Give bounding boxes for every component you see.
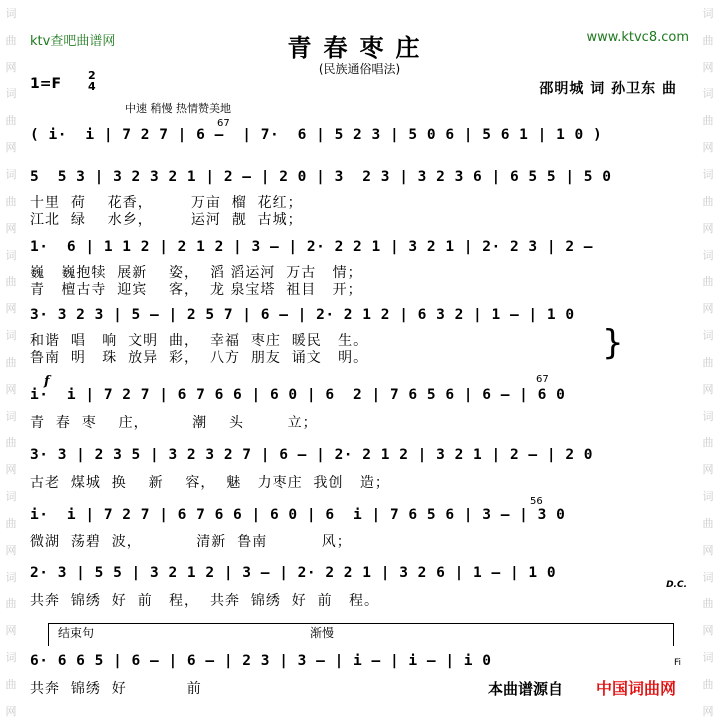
score-line-4: 3· 3 2 3 | 5 — | 2 5 7 | 6 — | 2· 2 1 2 | 6 3 2 | 1 — | 1 0 [30, 307, 575, 323]
site-url-right[interactable]: www.ktvc8.com [586, 30, 689, 45]
lyric-line-5: 青 春 枣 庄， 潮 头 立； [30, 415, 318, 431]
watermark-char: 网 [5, 704, 17, 718]
watermark-char: 词 [702, 490, 714, 504]
song-subtitle: (民族通俗唱法) [318, 62, 401, 76]
watermark-char: 词 [702, 87, 714, 101]
watermark-char: 曲 [5, 355, 17, 369]
ritardando-label: 渐慢 [310, 626, 335, 640]
dynamic-mark: f [44, 374, 50, 389]
watermark-char: 网 [702, 543, 714, 557]
watermark-char: 网 [702, 704, 714, 718]
ending-label: 结束句 [58, 626, 95, 640]
source-site-link[interactable]: 中国词曲网 [596, 679, 677, 698]
verse-brace: } [602, 323, 624, 363]
watermark-char: 词 [5, 6, 17, 20]
grace-note-3: 56 [530, 496, 543, 507]
score-line-6: 3· 3 | 2 3 5 | 3 2 3 2 7 | 6 — | 2· 2 1 2 | 3 2 1 | 2 — | 2 0 [30, 447, 594, 463]
watermark-right [699, 0, 717, 725]
authors: 邵明城 词 孙卫东 曲 [539, 81, 677, 97]
watermark-char: 曲 [5, 597, 17, 611]
watermark-char: 网 [5, 302, 17, 316]
watermark-char: 网 [5, 543, 17, 557]
lyric-line-7: 微湖 荡碧 波， 清新 鲁南 风； [30, 534, 352, 550]
watermark-char: 网 [702, 221, 714, 235]
lyric-line-4b: 鲁南 明 珠 放异 彩， 八方 朋友 诵文 明。 [30, 350, 369, 366]
watermark-char: 曲 [5, 516, 17, 530]
watermark-char: 网 [702, 302, 714, 316]
watermark-char: 曲 [5, 275, 17, 289]
score-line-2: 5 5 3 | 3 2 3 2 1 | 2 — | 2 0 | 3 2 3 | 3 2 3 6 | 6 5 5 | 5 0 [30, 169, 612, 185]
watermark-char: 词 [702, 329, 714, 343]
lyric-line-3b: 青 檀古寺 迎宾 客， 龙 泉宝塔 祖目 开； [30, 282, 363, 298]
watermark-char: 曲 [5, 114, 17, 128]
watermark-char: 词 [702, 409, 714, 423]
lyric-line-2b: 江北 绿 水乡， 运河 靓 古城； [30, 212, 303, 228]
watermark-char: 曲 [702, 194, 714, 208]
watermark-char: 词 [5, 87, 17, 101]
watermark-char: 词 [5, 167, 17, 181]
lyric-line-2a: 十里 荷 花香， 万亩 榴 花红； [30, 195, 303, 211]
watermark-char: 曲 [702, 114, 714, 128]
watermark-char: 词 [5, 490, 17, 504]
cut-off-label: Fi [673, 658, 681, 668]
watermark-char: 词 [702, 6, 714, 20]
lyric-line-8: 共奔 锦绣 好 前 程， 共奔 锦绣 好 前 程。 [30, 593, 380, 609]
lyric-line-3a: 巍 巍抱犊 展新 姿， 滔 滔运河 万古 情； [30, 265, 363, 281]
lyric-line-4a: 和谐 唱 响 文明 曲， 幸福 枣庄 暖民 生。 [30, 333, 369, 349]
lyric-line-9: 共奔 锦绣 好 前 [30, 681, 202, 697]
score-line-8: 2· 3 | 5 5 | 3 2 1 2 | 3 — | 2· 2 2 1 | 3 2 6 | 1 — | 1 0 [30, 565, 557, 581]
watermark-char: 曲 [5, 194, 17, 208]
score-line-3: 1· 6 | 1 1 2 | 2 1 2 | 3 — | 2· 2 2 1 | 3 2 1 | 2· 2 3 | 2 — [30, 239, 594, 255]
watermark-char: 曲 [702, 597, 714, 611]
watermark-char: 网 [5, 382, 17, 396]
grace-note: 67 [217, 118, 230, 129]
watermark-char: 网 [702, 624, 714, 638]
watermark-char: 曲 [5, 678, 17, 692]
watermark-char: 曲 [702, 436, 714, 450]
score-line-5: i· i | 7 2 7 | 6 7 6 6 | 6 0 | 6 2 | 7 6 5 6 | 6 — | 6 0 [30, 387, 566, 403]
watermark-char: 网 [5, 463, 17, 477]
watermark-char: 曲 [702, 516, 714, 530]
ending-bracket [48, 623, 674, 646]
watermark-char: 曲 [5, 33, 17, 47]
grace-note-2: 67 [536, 374, 549, 385]
watermark-char: 网 [5, 141, 17, 155]
watermark-char: 词 [702, 167, 714, 181]
watermark-char: 网 [702, 463, 714, 477]
watermark-char: 词 [5, 570, 17, 584]
tempo-marking: 中速 稍慢 热情赞美地 [125, 102, 231, 115]
lyric-line-6: 古老 煤城 换 新 容， 魅 力枣庄 我创 造； [30, 475, 390, 491]
watermark-char: 词 [702, 248, 714, 262]
watermark-left [2, 0, 20, 725]
watermark-char: 网 [5, 221, 17, 235]
watermark-char: 词 [702, 570, 714, 584]
key-signature: 1=F [30, 76, 62, 92]
time-sig-bottom: 4 [88, 80, 96, 93]
time-sig-top: 2 [88, 69, 96, 82]
watermark-char: 网 [702, 60, 714, 74]
score-line-1: ( i· i | 7 2 7 | 6 — | 7· 6 | 5 2 3 | 5 0 6 | 5 6 1 | 1 0 ) [30, 127, 603, 143]
watermark-char: 词 [5, 651, 17, 665]
watermark-char: 网 [702, 141, 714, 155]
watermark-char: 词 [5, 329, 17, 343]
time-signature [88, 70, 96, 92]
score-line-7: i· i | 7 2 7 | 6 7 6 6 | 6 0 | 6 i | 7 6 5 6 | 3 — | 3 0 [30, 507, 566, 523]
watermark-char: 曲 [702, 275, 714, 289]
song-title: 青春枣庄 [287, 33, 432, 62]
watermark-char: 曲 [702, 33, 714, 47]
watermark-char: 网 [5, 624, 17, 638]
da-capo-mark: D.C. [666, 580, 687, 590]
watermark-char: 词 [5, 248, 17, 262]
watermark-char: 网 [5, 60, 17, 74]
watermark-char: 曲 [702, 355, 714, 369]
watermark-char: 曲 [5, 436, 17, 450]
site-name-left[interactable]: ktv查吧曲谱网 [30, 34, 116, 49]
source-text: 本曲谱源自 [488, 680, 564, 698]
score-line-9: 6· 6 6 5 | 6 — | 6 — | 2 3 | 3 — | i — | i — | i 0 [30, 653, 492, 669]
watermark-char: 词 [702, 651, 714, 665]
watermark-char: 曲 [702, 678, 714, 692]
watermark-char: 词 [5, 409, 17, 423]
watermark-char: 网 [702, 382, 714, 396]
